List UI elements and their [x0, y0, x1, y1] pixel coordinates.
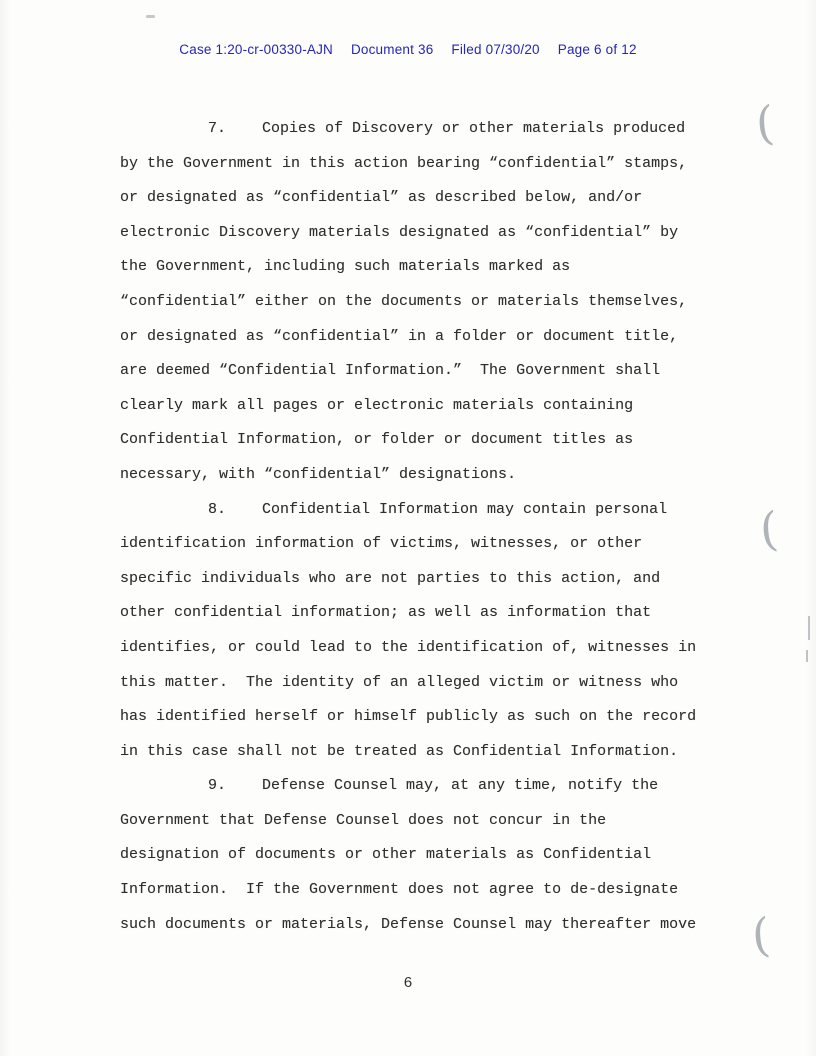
scan-artifact-paren: ( — [749, 907, 773, 963]
page-count: Page 6 of 12 — [557, 42, 637, 57]
paragraph-9: 9. Defense Counsel may, at any time, notify the Government that Defense Counsel does not concur in the designation of documents or other materials as Confidential Information. If the Government does not agree to de-designate such documents or materials, Defense Counsel may thereafter move — [120, 777, 697, 933]
case-number: Case 1:20-cr-00330-AJN — [179, 42, 333, 57]
scan-artifact-line — [808, 616, 810, 640]
scan-artifact-paren: ( — [753, 95, 777, 151]
scan-artifact-paren: ( — [757, 501, 781, 557]
document-body — [120, 112, 706, 942]
filed-date: Filed 07/30/20 — [451, 42, 540, 57]
scan-artifact-dot — [146, 15, 155, 18]
document-number: Document 36 — [350, 42, 434, 57]
case-header — [0, 42, 816, 57]
paragraph-7: 7. Copies of Discovery or other materials produced by the Government in this action bearing “confidential” stamps, or designated as “confidential” as described below, and/or electronic Discovery materials designated as “confidential” by the Government, including such materials marked as “confidential” either on the documents or materials themselves, or designated as “confidential” in a folder or document title, are deemed “Confidential Information.” The Government shall clearly mark all pages or electronic materials containing Confidential Information, or folder or document titles as necessary, with “confidential” designations. — [120, 120, 697, 483]
scan-artifact-line — [806, 650, 808, 662]
page-number: 6 — [403, 975, 413, 992]
paragraph-8: 8. Confidential Information may contain personal identification information of victims, witnesses, or other specific individuals who are not parties to this action, and other confidential information; as well as information that identifies, or could lead to the identification of, witnesses in this matter. The identity of an alleged victim or witness who has identified herself or himself publicly as such on the record in this case shall not be treated as Confidential Information. — [120, 500, 706, 760]
